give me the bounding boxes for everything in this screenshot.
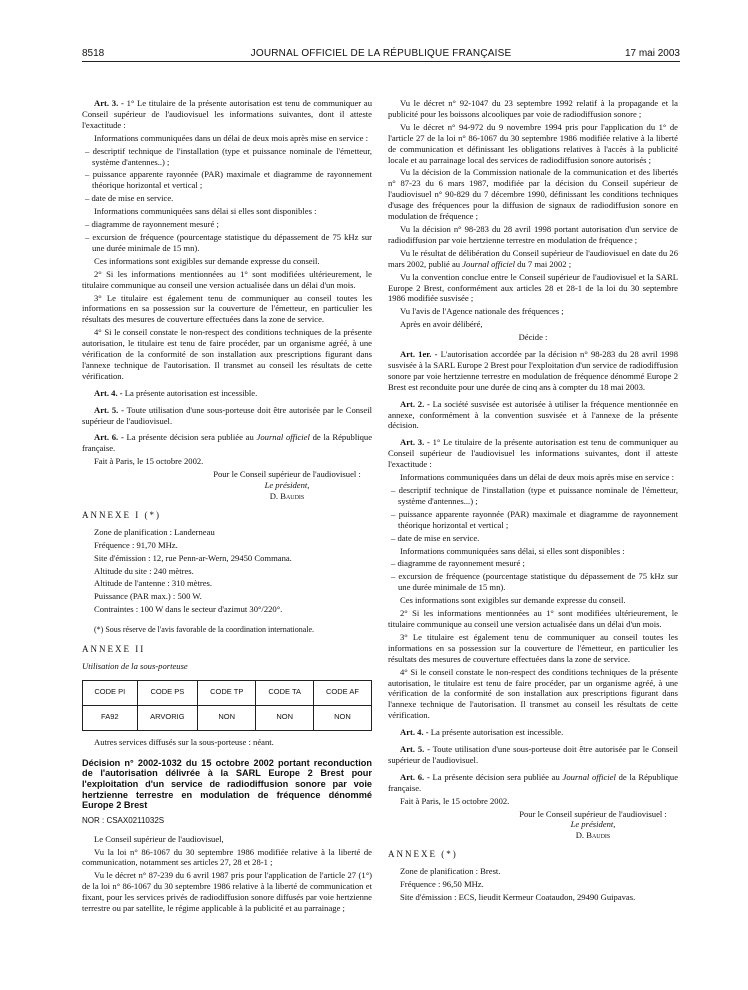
annex-2-subtitle: Utilisation de la sous-porteuse xyxy=(82,660,188,671)
other-services: Autres services diffusés sur la sous-porteuse : néant. xyxy=(94,736,274,747)
table-cell: NON xyxy=(313,705,371,730)
left-column xyxy=(82,98,372,916)
list-item: – descriptif technique de l'installation (type et puissance nominale de l'émetteur, système d'antennes..) ; xyxy=(85,145,372,167)
annex-footnote: (*) Sous réserve de l'avis favorable de la coordination internationale. xyxy=(94,625,315,635)
article-label: Art. 4. - xyxy=(400,727,429,738)
visa: Vu la décision n° 98-283 du 28 avril 1998 portant autorisation d'un service de radiodiffusion par voie hertzienne terrestre en modulation de fréquence ; xyxy=(388,223,678,245)
header-rule xyxy=(82,61,680,62)
article-2 xyxy=(388,399,678,432)
deliberation: Après en avoir délibéré, xyxy=(400,319,483,330)
table-row xyxy=(83,705,372,730)
table-header: CODE PI xyxy=(83,680,138,705)
annex-line: Zone de planification : Brest. xyxy=(400,866,501,877)
journal-ref: Journal officiel xyxy=(462,258,515,269)
table-cell: FA92 xyxy=(83,705,138,730)
article-5 xyxy=(82,405,372,427)
signature-line: Pour le Conseil supérieur de l'audiovisuel : xyxy=(213,469,361,480)
subcarrier-table xyxy=(82,680,372,731)
signature-block xyxy=(82,469,372,502)
article-6 xyxy=(82,432,372,454)
paragraph: 4° Si le conseil constate le non-respect des conditions techniques de la présente autorisation, le titulaire est tenu de faire procéder, par un organisme agréé, à une vérification de la conformité de son installation aux prescriptions figurant dans l'annexe technique de l'autorisation. Il transmet au conseil les résultats de cette vérification. xyxy=(388,666,678,721)
visa: Vu le décret n° 92-1047 du 23 septembre 1992 relatif à la propagande et la publicité pour les boissons alcooliques par voie de radiodiffusion sonore ; xyxy=(388,98,678,119)
annex-1-title: ANNEXE I (*) xyxy=(82,509,161,520)
table-cell: NON xyxy=(256,705,314,730)
annex-line: Puissance (PAR max.) : 500 W. xyxy=(94,591,202,602)
annex-line: Site d'émission : ECS, lieudit Kermeur Coataudon, 29490 Guipavas. xyxy=(400,892,636,902)
article-6 xyxy=(388,772,678,794)
list-item: – excursion de fréquence (pourcentage statistique du dépassement de 75 kHz sur une durée minimale de 15 mn). xyxy=(391,571,678,593)
list-item: – date de mise en service. xyxy=(391,532,480,543)
annex-line: Site d'émission : 12, rue Penn-ar-Wern, 29450 Commana. xyxy=(94,552,292,563)
paragraph: 3° Le titulaire est également tenu de communiquer au conseil toutes les informations en sa possession sur la couverture de l'émetteur, en particulier les résultats des mesures de couverture effectuées dans la zone de service. xyxy=(388,631,678,664)
table-cell: NON xyxy=(198,705,256,730)
list-item: – descriptif technique de l'installation (type et puissance nominale de l'émetteur, système d'antennes...) ; xyxy=(391,485,678,506)
fait-line: Fait à Paris, le 15 octobre 2002. xyxy=(400,795,510,806)
article-label: Art. 3. - xyxy=(400,437,430,448)
annex-title: ANNEXE (*) xyxy=(388,849,458,860)
annex-line: Fréquence : 96,50 MHz. xyxy=(400,879,484,890)
decide-heading: Décide : xyxy=(518,332,548,343)
info-delay: Informations communiquées dans un délai de deux mois après mise en service : xyxy=(400,472,674,483)
visa: Vu le décret n° 94-972 du 9 novembre 1994 pris pour l'application du 1° de l'article 27 de la loi n° 86-1067 du 30 septembre 1986 modifiée relative à la liberté de communication et définissant les obligations relatives à l'accès à la publicité locale et au parrainage local des services de radiodiffusion sonore autorisés ; xyxy=(388,121,678,165)
signature-role: Le président, xyxy=(570,819,616,830)
article-text: Toute utilisation d'une sous-porteuse doit être autorisée par le Conseil supérieur de l'audiovisuel. xyxy=(388,744,678,765)
list-item: – diagramme de rayonnement mesuré ; xyxy=(391,558,525,569)
article-label: Art. 2. - xyxy=(400,398,430,409)
article-5 xyxy=(388,744,678,766)
info-nodelay: Informations communiquées sans délai si elles sont disponibles : xyxy=(94,206,317,217)
paragraph: 2° Si les informations mentionnées au 1° sont modifiées ultérieurement, le titulaire communique au conseil une version actualisée dans un délai d'un mois. xyxy=(388,608,678,629)
right-column xyxy=(388,98,678,905)
table-cell: ARVORIG xyxy=(137,705,197,730)
visa: Vu la décision de la Commission nationale de la communication et des libertés n° 87-23 du 6 mars 1987, modifiée par la décision du Conseil supérieur de l'audiovisuel n° 90-829 du 7 décembre 1990, définissant les conditions techniques d'usage des fréquences pour la diffusion de signaux de radiodiffusion sonore en modulation de fréquence ; xyxy=(388,167,678,222)
annex-line: Zone de planification : Landerneau xyxy=(94,526,215,537)
annex-line: Contraintes : 100 W dans le secteur d'azimut 30°/220°. xyxy=(94,604,283,615)
journal-ref: Journal officiel xyxy=(562,771,616,782)
article-4 xyxy=(388,727,678,738)
page-header xyxy=(82,48,680,62)
visa xyxy=(388,248,678,270)
article-text: La présente décision sera publiée au xyxy=(432,771,563,782)
annex-line: Altitude du site : 240 mètres. xyxy=(94,565,194,576)
signature-line: Pour le Conseil supérieur de l'audiovisuel : xyxy=(519,808,667,819)
list-item: – date de mise en service. xyxy=(85,193,174,204)
article-label: Art. 1er. - xyxy=(400,349,438,360)
article-label: Art. 5. - xyxy=(400,744,430,755)
article-text: de la République française. xyxy=(388,771,679,793)
article-text: La présente décision sera publiée au xyxy=(126,432,257,443)
info-delay: Informations communiquées dans un délai de deux mois après mise en service : xyxy=(94,132,368,143)
article-4 xyxy=(82,388,372,399)
article-label: Art. 6. - xyxy=(94,432,124,443)
preamble: Le Conseil supérieur de l'audiovisuel, xyxy=(94,833,224,844)
visa-text: Vu le résultat de délibération du Conseil supérieur de l'audiovisuel en date du 26 mars 2002, publié au xyxy=(388,247,678,269)
signature-name: D. Baudis xyxy=(575,830,611,841)
article-text: La présente autorisation est incessible. xyxy=(124,387,258,398)
article-3 xyxy=(82,98,372,131)
article-label: Art. 5. - xyxy=(94,404,124,415)
page-number: 8518 xyxy=(82,48,105,59)
article-label: Art. 6. - xyxy=(400,771,430,782)
annex-line: Altitude de l'antenne : 310 mètres. xyxy=(94,578,213,589)
paragraph: 2° Si les informations mentionnées au 1° sont modifiées ultérieurement, le titulaire communique au conseil une version actualisée dans un délai d'un mois. xyxy=(82,268,372,290)
signature-block xyxy=(388,809,678,842)
list-item: – excursion de fréquence (pourcentage statistique du dépassement de 75 kHz sur une durée minimale de 15 mn). xyxy=(85,231,372,253)
paragraph: 3° Le titulaire est également tenu de communiquer au conseil toutes les informations en sa possession sur la couverture de l'émetteur, en particulier les résultats des mesures de couverture effectuées dans la zone de service. xyxy=(82,292,372,325)
info-nodelay: Informations communiquées sans délai, si elles sont disponibles : xyxy=(400,545,625,556)
annex-line: Fréquence : 91,70 MHz. xyxy=(94,539,178,550)
table-header: CODE AF xyxy=(313,680,371,705)
article-text: La société susvisée est autorisée à utiliser la fréquence mentionnée en annexe, conformément à la convention susvisée et à l'annexe de la présente décision. xyxy=(388,398,678,431)
issue-date: 17 mai 2003 xyxy=(624,48,680,59)
paragraph: Ces informations sont exigibles sur demande expresse du conseil. xyxy=(400,595,626,606)
visa: Vu la loi n° 86-1067 du 30 septembre 1986 modifiée relative à la liberté de communication, notamment ses articles 27, 28 et 28-1 ; xyxy=(82,846,372,868)
article-text: Toute utilisation d'une sous-porteuse doit être autorisée par le Conseil supérieur de l'audiovisuel. xyxy=(82,404,372,426)
table-header: CODE TP xyxy=(198,680,256,705)
article-text: de la République française. xyxy=(82,432,373,454)
nor-reference: NOR : CSAX0211032S xyxy=(82,815,165,825)
list-item: – puissance apparente rayonnée (PAR) maximale et diagramme de rayonnement théorique horizontal et vertical ; xyxy=(391,508,678,530)
article-label: Art. 3. - xyxy=(94,98,124,108)
annex-2-title: ANNEXE II xyxy=(82,644,146,655)
article-1 xyxy=(388,349,678,393)
table-header: CODE PS xyxy=(137,680,197,705)
article-text: 1° Le titulaire de la présente autorisation est tenu de communiquer au Conseil supérieur de l'audiovisuel les informations suivantes, dont il atteste l'exactitude : xyxy=(82,98,372,130)
visa: Vu le décret n° 87-239 du 6 avril 1987 pris pour l'application de l'article 27 (1°) de la loi n° 86-1067 du 30 septembre 1986 relative à la liberté de communication et fixant, pour les services privés de radiodiffusion sonore diffusés par voie hertzienne terrestre ou par satellite, le régime applicable à la publicité et au parrainage ; xyxy=(82,870,372,914)
visa: Vu l'avis de l'Agence nationale des fréquences ; xyxy=(400,306,564,317)
list-item: – diagramme de rayonnement mesuré ; xyxy=(85,219,219,230)
article-3 xyxy=(388,437,678,470)
article-text: La présente autorisation est incessible. xyxy=(430,727,564,738)
list-item: – puissance apparente rayonnée (PAR) maximale et diagramme de rayonnement théorique horizontal et vertical ; xyxy=(85,169,372,191)
visa: Vu la convention conclue entre le Conseil supérieur de l'audiovisuel et la SARL Europe 2 Brest, conformément aux articles 28 et 28-1 de la loi du 30 septembre 1986 modifiée susvisée ; xyxy=(388,271,678,304)
signature-role: Le président, xyxy=(264,480,310,491)
fait-line: Fait à Paris, le 15 octobre 2002. xyxy=(94,456,204,467)
journal-ref: Journal officiel xyxy=(256,432,310,443)
paragraph: Ces informations sont exigibles sur demande expresse du conseil. xyxy=(94,255,320,266)
visa-text: du 7 mai 2002 ; xyxy=(514,258,572,269)
article-label: Art. 4. - xyxy=(94,387,123,398)
article-text: L'autorisation accordée par la décision n° 98-283 du 28 avril 1998 susvisée à la SARL Europe 2 Brest pour l'exploitation d'un service de radiodiffusion sonore par voie hertzienne terrestre en modulation de fréquence dénommé Europe 2 Brest est reconduite pour une durée de cinq ans à compter du 18 mai 2003. xyxy=(388,349,678,392)
journal-title: JOURNAL OFFICIEL DE LA RÉPUBLIQUE FRANÇAISE xyxy=(250,48,512,59)
signature-name: D. Baudis xyxy=(269,491,305,501)
table-header: CODE TA xyxy=(256,680,314,705)
decision-title: Décision n° 2002-1032 du 15 octobre 2002 portant reconduction de l'autorisation délivrée à la SARL Europe 2 Brest pour l'exploitation d'un service de radiodiffusion sonore par voie hertzienne terrestre en modulation de fréquence dénommé Europe 2 Brest xyxy=(82,757,372,811)
paragraph: 4° Si le conseil constate le non-respect des conditions techniques de la présente autorisation, le titulaire est tenu de faire procéder, par un organisme agréé, à une vérification de la conformité de son installation aux prescriptions figurant dans l'annexe technique de l'autorisation. Il transmet au conseil les résultats de cette vérification. xyxy=(82,327,372,381)
table-header-row xyxy=(83,680,372,705)
article-text: 1° Le titulaire de la présente autorisation est tenu de communiquer au Conseil supérieur de l'audiovisuel les informations suivantes, dont il atteste l'exactitude : xyxy=(388,437,678,470)
